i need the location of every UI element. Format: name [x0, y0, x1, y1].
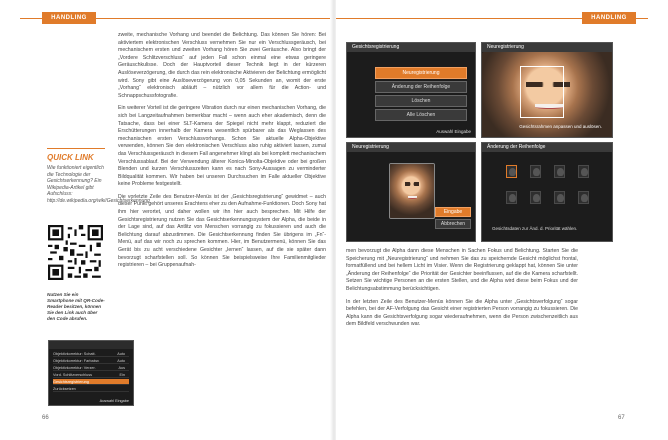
screen-title: Neuregistrierung	[482, 43, 612, 52]
screen-caption: Gesichtsrahmen anpassen und auslösen.	[519, 124, 602, 129]
body-column-right	[346, 248, 578, 334]
body-column-left	[118, 32, 326, 275]
screen-footer: Auswahl Eingabe	[436, 129, 471, 134]
cancel-button[interactable]: Abbrechen	[435, 219, 471, 229]
screen-caption: Gesichtsdaten zur Änd. d. Priorität wählen.	[492, 226, 578, 231]
quick-link-box	[47, 148, 150, 205]
menu-new-registration[interactable]: Neuregistrierung	[375, 67, 467, 79]
page-number: 67	[618, 415, 625, 421]
screen-title: Neuregistrierung	[347, 143, 475, 152]
menu-row[interactable]: Vord. Schlitzverschluss Ein	[53, 372, 129, 378]
face-slot[interactable]	[578, 165, 589, 178]
section-tab: HANDLING	[42, 12, 96, 24]
menu-row-selected[interactable]: Gesichtsregistrierung	[53, 379, 129, 385]
face-slot[interactable]	[530, 165, 541, 178]
screen-title: Änderung der Reihenfolge	[482, 143, 612, 152]
quick-link-title: QUICK LINK	[47, 153, 94, 162]
menu-row[interactable]: Zurücksetzen	[53, 386, 129, 392]
menu-row[interactable]: Objektivkorrektur: Farbabw. Auto	[53, 358, 129, 364]
registered-face-thumb	[389, 163, 435, 219]
paragraph: Die vorletzte Zeile des Benutzer-Menüs ist der „Gesichtsregistrierung“ gewidmet – auch dieser Punkt gehört unseres Erachtens eher zu den Aufnahme-Funktionen. Doch Sony hat ihm hier verortet, und daher wollen wir ihn hier auch besprechen. Mit Hilfe der Gesichtsregistrierung nutzen Sie das Gesichtserkennungssystem der Alpha, die beide in der Lage sind, auf das Antlitz von Menschen vorrangig zu fokussieren und auch die Belichtung darauf abzustimmen. Die Gesichtserkennung finden Sie übrigens im „Fn“-Menü, auf das wir noch zu sprechen kommen. Hier, im Benutzermenü, können Sie das Gerät bis zu acht verschiedene Gesichter „lernen“ lassen, auf die sie später dann bevorzugt scharfstellen soll. So können Sie beispielsweise Ihre Familienmitglieder registrieren – bei Gruppenaufnah-	[118, 193, 326, 269]
screen-title: Gesichtsregistrierung	[347, 43, 475, 52]
paragraph: Ein weiterer Vorteil ist die geringere Vibration durch nur einen mechanischen Vorhang, die sich bei Langzeitaufnahmen bemerkbar macht – wenn auch eher akademisch, denn die Tatsache, dass bei einer SLT-Kamera der Spiegel nicht mehr klappt, reduziert die Erschütterungen innerhalb der Kamera wesentlich spürbarer als das Weglassen des mechanischen ersten Verschlussvorhangs. Schon Sie aktuelle Alpha-Objektive verwenden, können Sie den elektronischen Verschluss also ruhig aktiviert lassen, zumal das Verschlussgeräusch in diesem Fall angenehmer klingt als bei komplett mechanischem Verschlussablauf. Bei der Verwendung älterer Konica-Minolta-Objektive oder bei großen Blenden und kurzen Verschlusszeiten kann es nach Sony-Aussagen zu verminderter Bildqualität kommen. Wir haben bei unseren Durchsuchen im Falle aktueller Objektive keine Probleme festgestellt.	[118, 105, 326, 188]
paragraph: zweite, mechanische Vorhang und beendet die Belichtung. Das können Sie hören: Bei aktiviertem elektronischen Verschluss vernehmen Sie nur ein Verschlussgeräusch, bei mechanischem ersten und zweiten Vorhang hören Sie zwei Geräusche. Also bringt der „Vordere Schlitzverschluss“ auf jeden Fall schon einmal eine etwas geringere Geräuschkulisse. Doch der Hauptvorteil dieser Technik liegt in der kürzeren Auslöseverzögerung, die durch das rein elektronische Aktivieren der Belichtung ermöglicht wird. Sony gibt eine Auslöseverzögerung von 0,05 Sekunden an, womit der erste „Vorhang“ elektronisch abläuft – nützlich vor allem für die Action- und Schnappschussfotografie.	[118, 32, 326, 99]
face-slot[interactable]	[554, 191, 565, 204]
face-frame	[520, 66, 564, 118]
screen-reorder	[481, 142, 613, 242]
menu-row[interactable]: Objektivkorrektur: Schatt. Auto	[53, 351, 129, 357]
menu-change-order[interactable]: Änderung der Reihenfolge	[375, 81, 467, 93]
face-slot[interactable]	[506, 191, 517, 204]
camera-menu-screenshot	[48, 340, 134, 406]
face-slot[interactable]	[554, 165, 565, 178]
right-page	[336, 0, 668, 440]
face-slot[interactable]	[530, 191, 541, 204]
paragraph: In der letzten Zeile des Benutzer-Menüs können Sie die Alpha unter „Gesichtsverfolgung“ sogar befehlen, bei der AF-Verfolgung das Gesicht einer registrierten Person vorrangig zu fokussieren. Die Alpha kann die Gesichtsverfolgung sogar wiederaufnehmen, wenn die Person zwischenzeitlich aus dem Bildfeld verschwunden war.	[346, 298, 578, 328]
page-number: 66	[42, 415, 49, 421]
menu-delete-all[interactable]: Alle Löschen	[375, 109, 467, 121]
menu-footer: Auswahl Eingabe	[99, 399, 129, 403]
menu-delete[interactable]: Löschen	[375, 95, 467, 107]
section-tab: HANDLING	[582, 12, 636, 24]
qr-code-icon[interactable]	[48, 225, 103, 280]
left-page	[0, 0, 332, 440]
paragraph: men bevorzugt die Alpha dann diese Menschen in Sachen Fokus und Belichtung. Starten Sie die Speicherung mit „Neuregistrierung“ und nehmen Sie das zu speichernde Gesicht möglichst frontal, formatfüllend und bei hellem Licht im Visier. Wenn die Registrierung geklappt hat, können Sie unter „Änderung der Reihenfolge“ die Priorität der Gesichter beeinflussen, auf die die Kamera scharfstellt. Setzen Sie wichtige Personen an die ersten Stellen, und die Alpha wird diese beim Fokus und der Belichtungsabstimmung berücksichtigen.	[346, 248, 578, 292]
quick-link-text[interactable]: Wie funktioniert eigentlich die Technologie der Gesichtserkennung? Ein Wikipedia-Artikel gibt Aufschluss: http://de.wikipedia.org/wiki/Gesichtserkennung	[47, 165, 150, 204]
screen-face-menu	[346, 42, 476, 138]
confirm-button[interactable]: Eingabe	[435, 207, 471, 217]
qr-code-note: Nutzen Sie ein Smartphone mit QR-Code-Reader besitzen, können Sie den Link auch über den Code abrufen.	[47, 292, 105, 321]
screen-live-view	[481, 42, 613, 138]
screen-confirm	[346, 142, 476, 242]
menu-tabs	[49, 341, 133, 349]
face-slot[interactable]	[506, 165, 517, 178]
face-slot[interactable]	[578, 191, 589, 204]
menu-row[interactable]: Objektivkorrektur: Verzer. Aus	[53, 365, 129, 371]
